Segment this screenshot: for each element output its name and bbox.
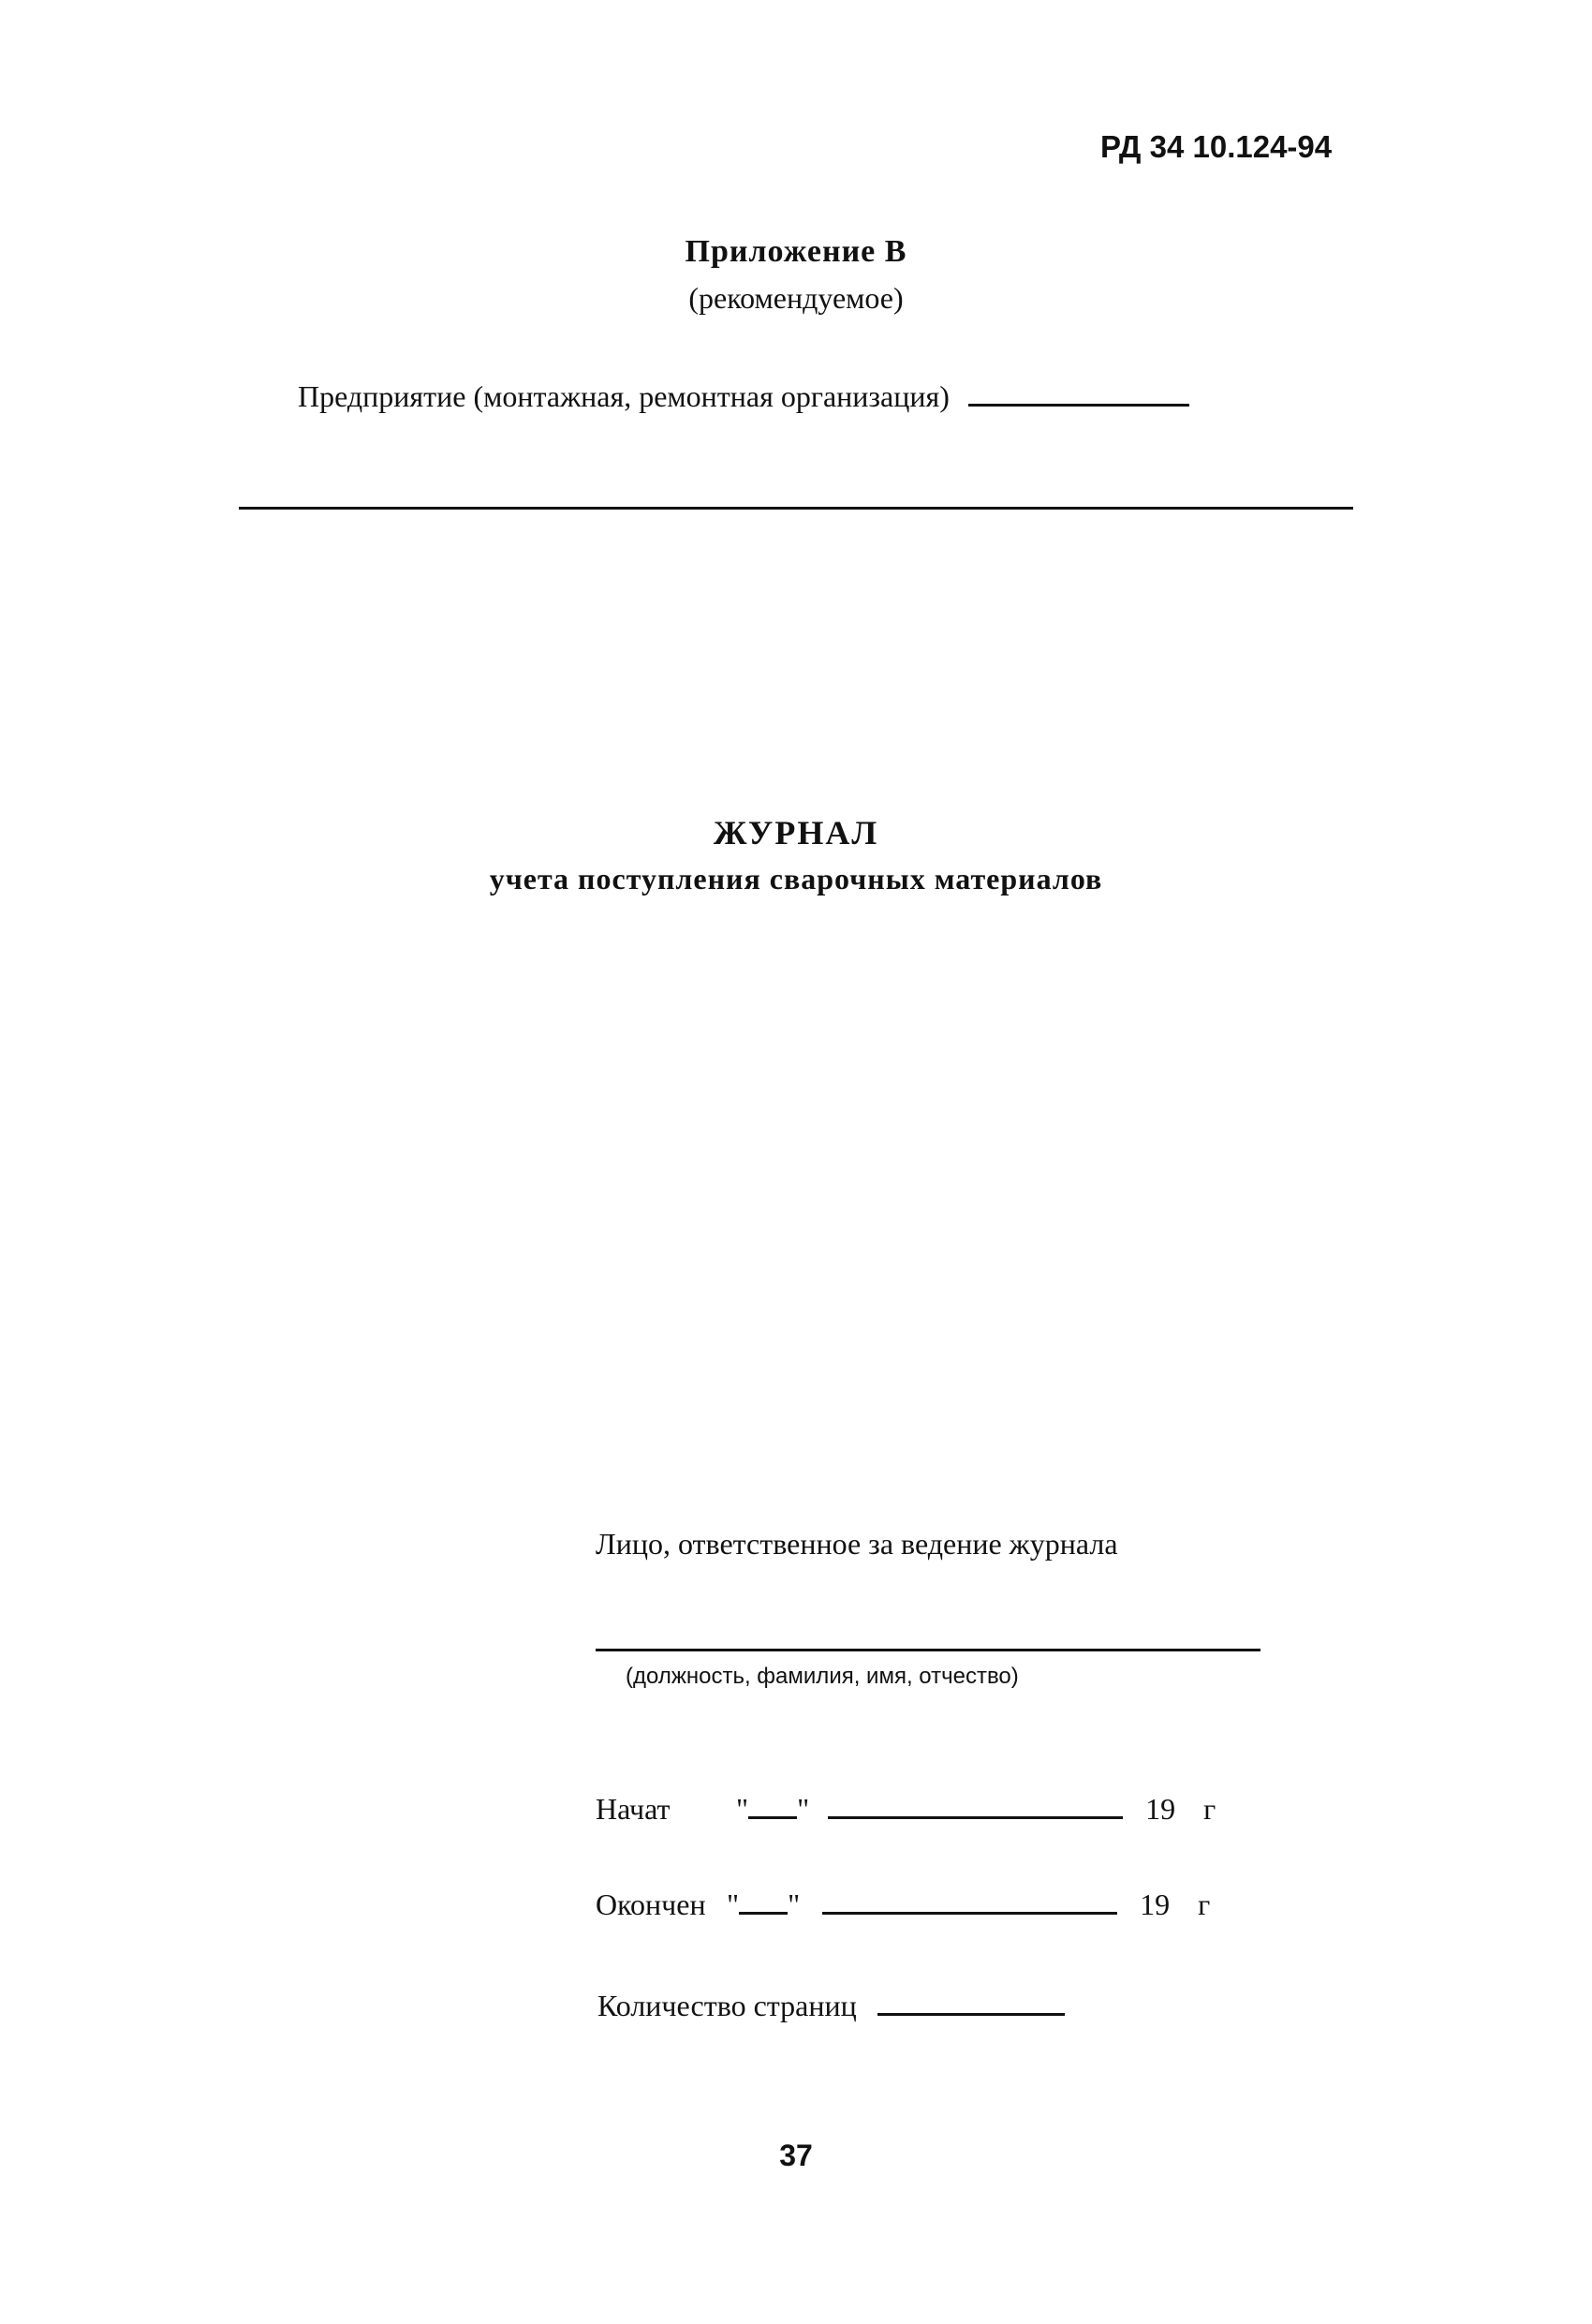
page-number: 37 <box>779 2139 813 2172</box>
appendix-subtitle: (рекомендуемое) <box>688 281 904 315</box>
end-year-suffix: г <box>1198 1887 1211 1921</box>
start-date-row: Начат " " 19 г <box>596 1792 1216 1826</box>
end-year-prefix: 19 <box>1140 1887 1171 1921</box>
enterprise-continuation-line[interactable] <box>239 507 1353 510</box>
start-month-input[interactable] <box>828 1794 1123 1819</box>
enterprise-label: Предприятие (монтажная, ремонтная организация) <box>298 379 950 413</box>
journal-subtitle: учета поступления сварочных материалов <box>489 862 1103 896</box>
end-day-input[interactable] <box>739 1889 788 1915</box>
page-count-row <box>597 1989 1065 2023</box>
start-day-input[interactable] <box>748 1794 797 1819</box>
document-code: РД 34 10.124-94 <box>1100 129 1333 164</box>
enterprise-input-line[interactable] <box>968 381 1189 407</box>
responsible-person-caption: (должность, фамилия, имя, отчество) <box>626 1664 1019 1689</box>
appendix-title: Приложение В <box>685 234 907 269</box>
enterprise-field <box>298 379 1189 414</box>
end-date-label: Окончен <box>596 1887 706 1921</box>
responsible-person-input-line[interactable] <box>596 1649 1260 1651</box>
start-year-prefix: 19 <box>1145 1792 1176 1826</box>
journal-title: ЖУРНАЛ <box>713 814 879 851</box>
start-date-label: Начат <box>596 1792 671 1826</box>
end-month-input[interactable] <box>822 1889 1117 1915</box>
page-count-label: Количество страниц <box>597 1989 857 2022</box>
end-date-row: Окончен " " 19 г <box>596 1887 1211 1921</box>
start-year-suffix: г <box>1203 1792 1216 1826</box>
page-count-input[interactable] <box>877 1991 1065 2016</box>
responsible-person-label: Лицо, ответственное за ведение журнала <box>596 1527 1118 1561</box>
